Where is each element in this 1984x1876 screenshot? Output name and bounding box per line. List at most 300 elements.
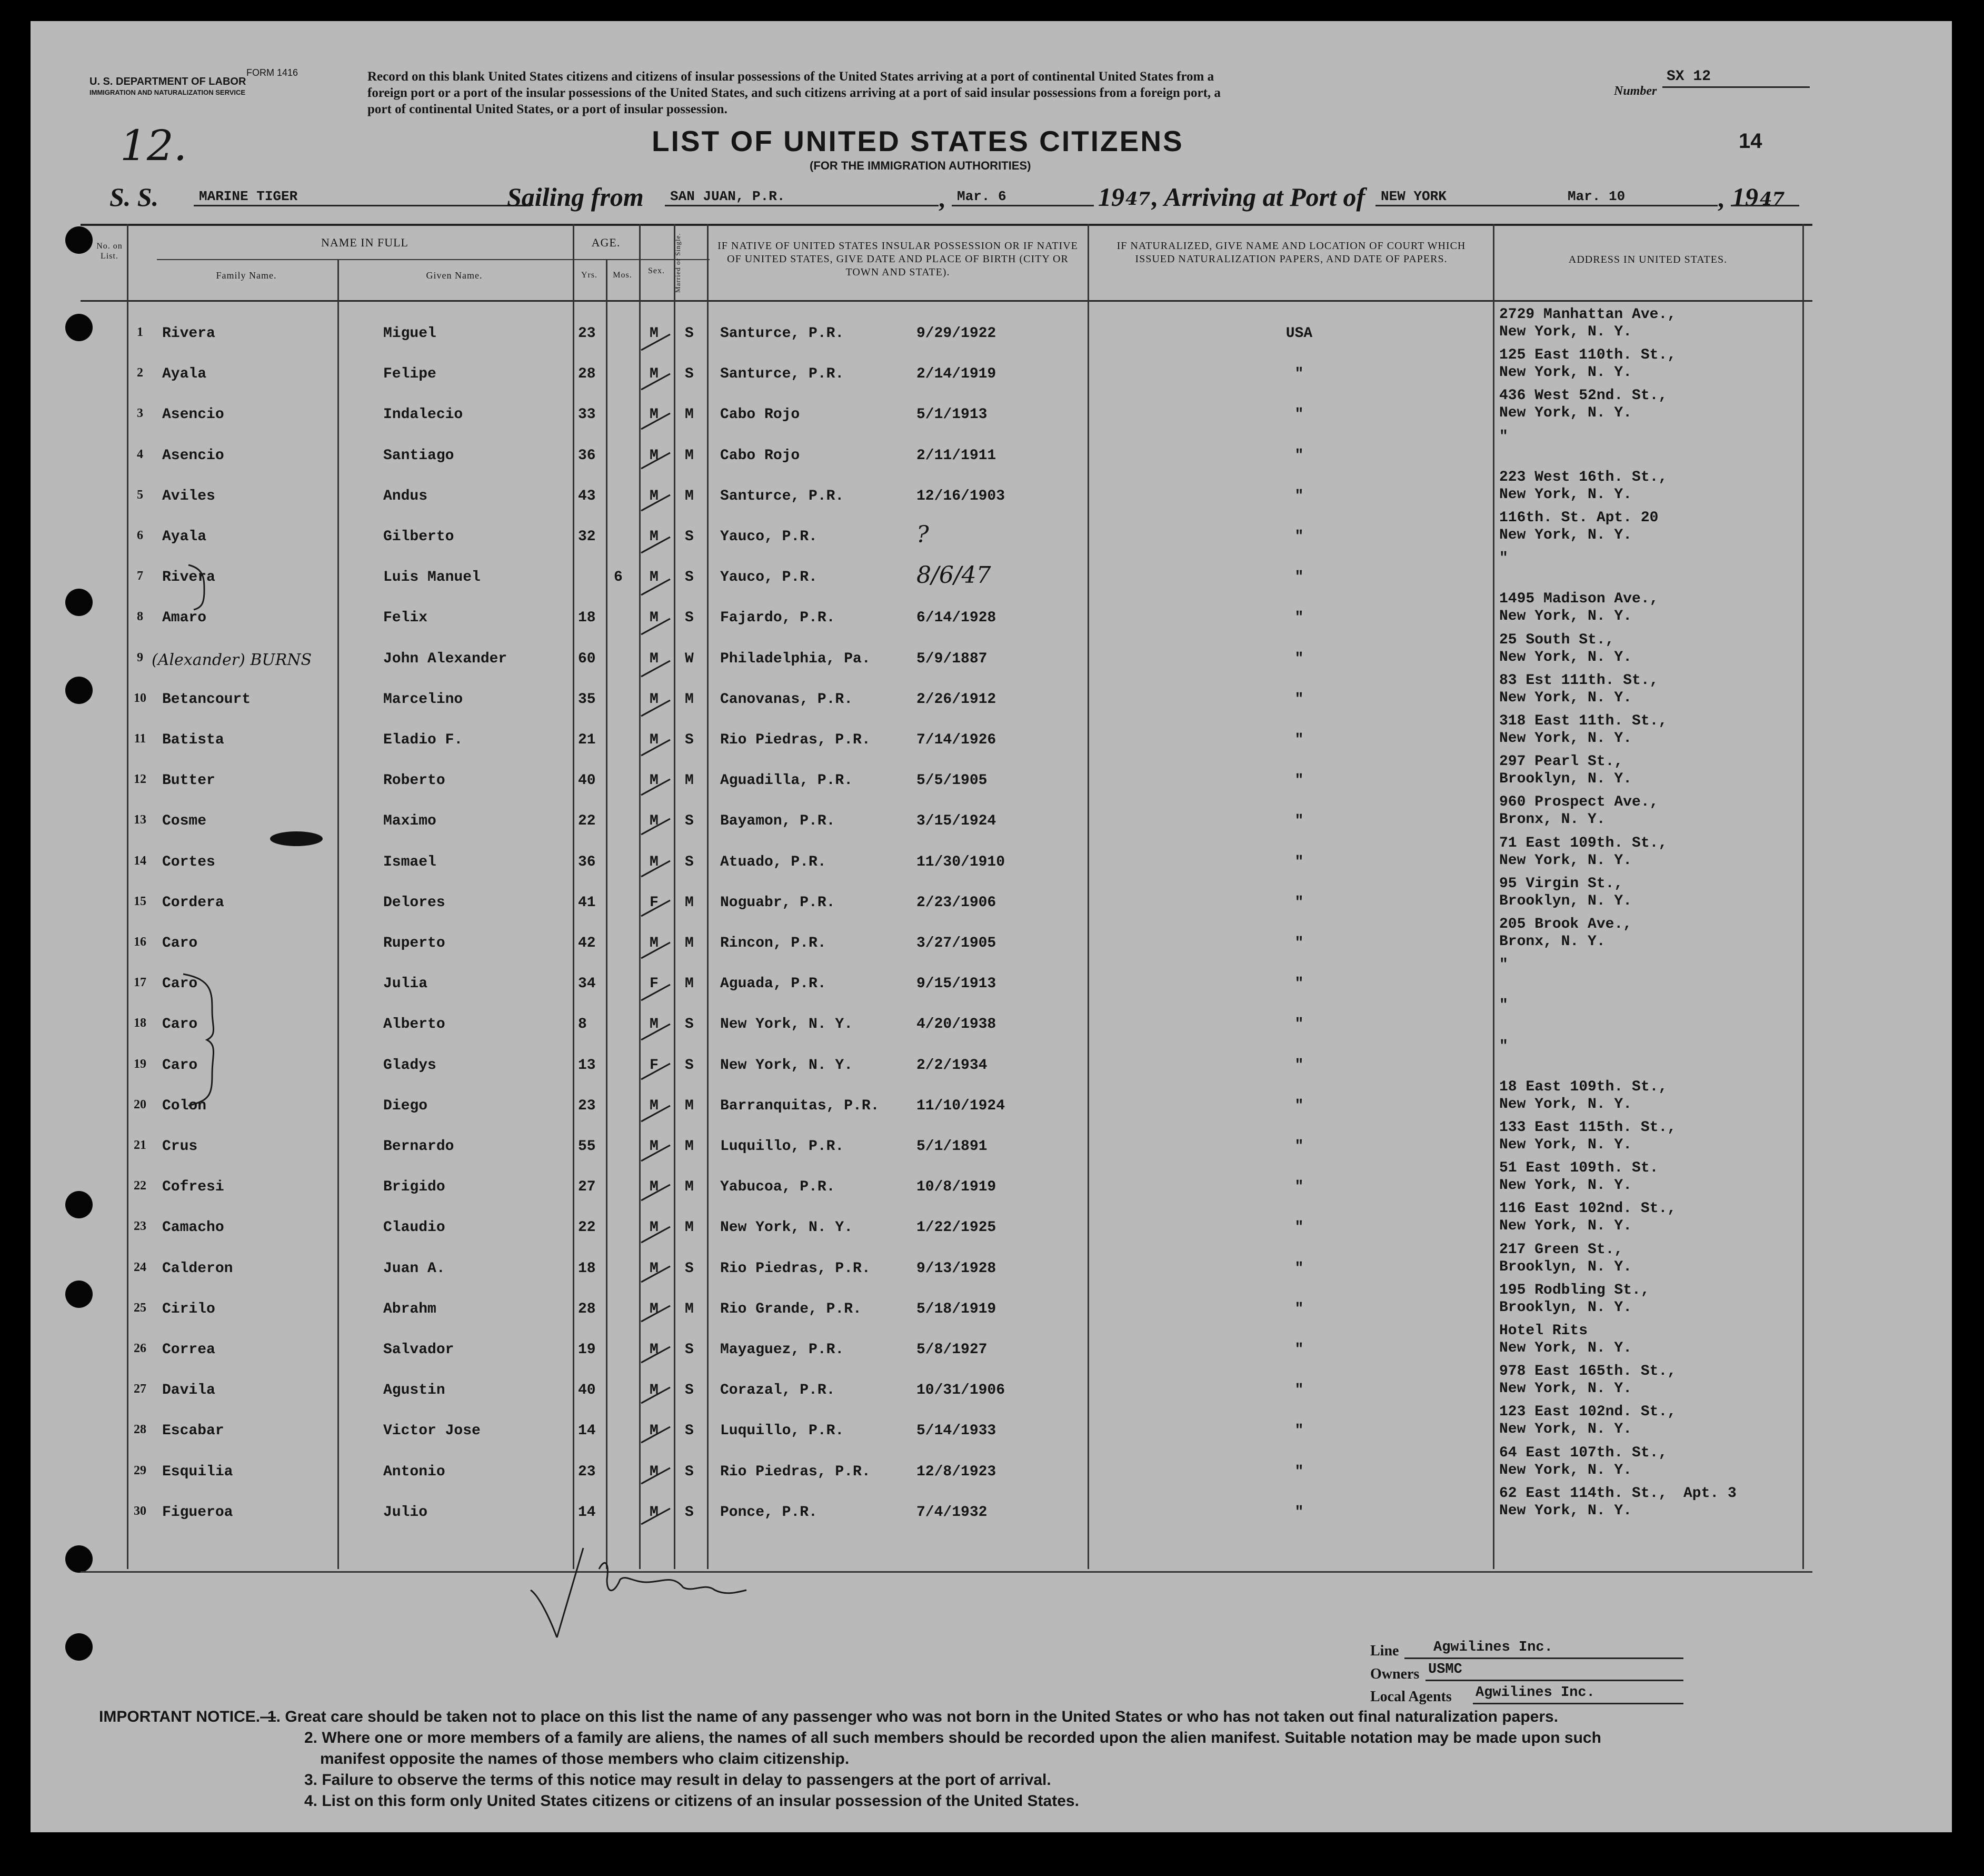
sex: M [650,691,659,708]
col-given: Given Name. [426,270,483,281]
marital-status: S [685,1260,694,1277]
naturalization: USA [1285,325,1313,342]
naturalization: " [1294,1260,1304,1277]
naturalization: " [1294,1097,1304,1114]
naturalization: " [1294,529,1304,545]
age-years: 34 [578,976,596,992]
marital-status: M [685,488,694,504]
birth-date: 2/11/1911 [916,447,996,464]
naturalization: " [1294,366,1304,383]
marital-status: M [685,447,694,464]
marital-status: S [685,529,694,545]
given-name: Brigido [383,1179,445,1196]
departure-port: SAN JUAN, P.R. [670,188,785,204]
page-subtitle: (FOR THE IMMIGRATION AUTHORITIES) [810,159,1031,172]
row-number: 25 [134,1301,146,1315]
age-years: 28 [578,1301,596,1317]
naturalization: " [1294,772,1304,789]
birth-date: 12/16/1903 [916,488,1005,504]
birth-date: 3/27/1905 [916,935,996,951]
handwritten-marks [31,21,1952,1832]
given-name: Andus [383,488,428,504]
age-years: 21 [578,732,596,748]
address-line: 116th. St. Apt. 20 [1499,510,1659,526]
given-name: Luis Manuel [383,569,481,586]
ss-label: S. S. [109,182,159,212]
sex: M [650,610,659,627]
row-number: 12 [134,772,146,787]
family-name: Caro [162,1016,198,1033]
family-name: Crus [162,1138,198,1155]
sex: M [650,772,659,789]
sex: M [650,366,659,383]
given-name: Diego [383,1097,428,1114]
age-years: 55 [578,1138,596,1155]
naturalization: " [1294,813,1304,830]
naturalization: " [1294,1016,1304,1033]
birth-place: Yabucoa, P.R. [720,1179,835,1196]
address-line: New York, N. Y. [1499,486,1632,503]
address-line: New York, N. Y. [1499,527,1632,543]
row-number: 24 [134,1260,146,1274]
arrival-year-prefix: 19 [1732,182,1758,212]
address-line: 960 Prospect Ave., [1499,794,1659,811]
address-line: New York, N. Y. [1499,1502,1632,1519]
sex: M [650,488,659,504]
address-line: New York, N. Y. [1499,1177,1632,1194]
age-years: 32 [578,529,596,545]
address-line: 223 West 16th. St., [1499,469,1668,485]
given-name: Felix [383,610,428,627]
address-line: Brooklyn, N. Y. [1499,771,1632,788]
age-years: 22 [578,1219,596,1236]
age-years: 40 [578,772,596,789]
notice-item: manifest opposite the names of those members who claim citizenship. [320,1750,850,1768]
col-yrs: Yrs. [581,271,598,280]
birth-place: Aguada, P.R. [720,976,826,992]
naturalization: " [1294,732,1304,748]
naturalization: " [1294,935,1304,951]
sex: F [650,976,659,992]
birth-date: 2/14/1919 [916,366,996,383]
marital-status: M [685,1179,694,1196]
family-name: Cirilo [162,1301,215,1317]
birth-place: Rincon, P.R. [720,935,826,951]
sailing-date: Mar. 6 [957,188,1006,204]
family-name: Batista [162,732,224,748]
address-line: New York, N. Y. [1499,689,1632,706]
family-name: Rivera [162,569,215,586]
marital-status: S [685,1057,694,1074]
naturalization: " [1294,1301,1304,1317]
family-name: Correa [162,1342,215,1358]
birth-date: 5/1/1913 [916,406,988,423]
sex: M [650,853,659,870]
sex: M [650,650,659,667]
birth-place: Cabo Rojo [720,406,800,423]
naturalization: " [1294,1219,1304,1236]
age-years: 23 [578,325,596,342]
sex: M [650,1301,659,1317]
given-name: John Alexander [383,650,507,667]
sex: M [650,1179,659,1196]
address-note: Apt. 3 [1683,1485,1737,1502]
address-line: Bronx, N. Y. [1499,811,1606,828]
family-name: Davila [162,1382,215,1399]
address-line: 318 East 11th. St., [1499,713,1668,729]
given-name: Victor Jose [383,1423,481,1440]
age-months: 6 [614,569,623,586]
service-line: IMMIGRATION AND NATURALIZATION SERVICE [89,88,246,96]
row-number: 10 [134,691,146,705]
given-name: Eladio F. [383,732,463,748]
address-line: New York, N. Y. [1499,1462,1632,1478]
birth-place: Ponce, P.R. [720,1504,817,1521]
address-line: 436 West 52nd. St., [1499,388,1668,404]
department-line: U. S. DEPARTMENT OF LABOR [89,76,246,87]
naturalization: " [1294,406,1304,423]
marital-status: M [685,935,694,951]
row-number: 29 [134,1463,146,1477]
address-line: Brooklyn, N. Y. [1499,1258,1632,1275]
page-title: LIST OF UNITED STATES CITIZENS [652,125,1184,157]
naturalization: " [1294,610,1304,627]
sex: M [650,1423,659,1440]
family-name: Camacho [162,1219,224,1236]
marital-status: M [685,772,694,789]
given-name: Gilberto [383,529,454,545]
birth-date: 7/14/1926 [916,732,996,748]
row-number: 23 [134,1219,146,1234]
marital-status: M [685,1301,694,1317]
birth-date: 8/6/47 [916,562,991,589]
naturalization: " [1294,488,1304,504]
address-line: New York, N. Y. [1499,1096,1632,1113]
address-line: New York, N. Y. [1499,364,1632,381]
given-name: Bernardo [383,1138,454,1155]
family-name: Esquilia [162,1463,233,1480]
age-years: 35 [578,691,596,708]
notice-item: 4. List on this form only United States citizens or citizens of an insular possession of the United States. [304,1792,1079,1810]
row-number: 6 [137,529,143,542]
address-line: New York, N. Y. [1499,608,1632,625]
col-birth: IF NATIVE OF UNITED STATES INSULAR POSSESSION OR IF NATIVE OF UNITED STATES, GIVE DATE AND PLACE OF BIRTH (CITY OR TOWN AND STATE). [717,240,1078,278]
birth-place: New York, N. Y. [720,1057,853,1074]
birth-place: Canovanas, P.R. [720,691,853,708]
age-years: 14 [578,1504,596,1521]
birth-place: Philadelphia, Pa. [720,650,871,667]
birth-date: 9/29/1922 [916,325,996,342]
arrival-date: Mar. 10 [1568,188,1626,204]
sex: M [650,732,659,748]
age-years: 23 [578,1463,596,1480]
address-line: New York, N. Y. [1499,730,1632,747]
birth-date: 7/4/1932 [916,1504,988,1521]
given-name: Gladys [383,1057,436,1074]
age-years: 42 [578,935,596,951]
arriving-label: , Arriving at Port of [1152,182,1365,212]
marital-status: M [685,1219,694,1236]
birth-place: Noguabr, P.R. [720,894,835,911]
sex: M [650,1016,659,1033]
address-line: Brooklyn, N. Y. [1499,892,1632,909]
given-name: Alberto [383,1016,445,1033]
birth-date: 9/13/1928 [916,1260,996,1277]
address-line: 217 Green St., [1499,1241,1623,1258]
address-line: 125 East 110th. St., [1499,347,1677,364]
owners-value: USMC [1428,1662,1462,1678]
address-line: New York, N. Y. [1499,1340,1632,1356]
address-line: 83 Est 111th. St., [1499,672,1659,689]
naturalization: " [1294,569,1304,586]
naturalization: " [1294,447,1304,464]
row-number: 4 [137,447,143,461]
age-years: 8 [578,1016,587,1033]
address-line: New York, N. Y. [1499,405,1632,422]
given-name: Miguel [383,325,436,342]
row-number: 22 [134,1179,146,1193]
manifest-page: U. S. DEPARTMENT OF LABOR IMMIGRATION AND NATURALIZATION SERVICE FORM 1416 Record on this blank United States citizens and citizens of insular possessions of the United States arriving at a port of continental United States from a foreign port or a port of the insular possessions of the United States, and such citizens arriving at a port of said insular possessions from a foreign port, a port of continental United States, or a port of insular possession. Number SX 12 12. LIST OF UNITED STATES CITIZENS (FOR THE IMMIGRATION AUTHORITIES) 14 S. S. MARINE TIGER Sailing from SAN JUAN, P.R. , Mar. 6 19 47 , Arriving at Port of NEW YORK Mar. 10 , 19 47 No. on List. NAME IN FULL Family Name. Given Name. AGE. Yrs. Mos. Sex. Married or Single. IF NATIVE OF UNITED STATES INSULAR POSSESSION OR IF NATIVE OF UNITED STATES, GIVE DATE AND PLACE OF BIRTH (CITY OR TOWN AND STATE). IF NATURALIZED, GIVE NAME AND LOCATION OF COURT WHICH ISSUED NATURALIZATION PAPERS, AND DATE OF PAPERS. ADDRESS IN UNITED STATES. 1 Rivera Miguel 23 M S Santurce, P.R. 9/29/1922 USA 2729 Manhattan Ave., New York, N. Y. 2 Ayala Felipe 28 M S Santurce, P.R. 2/14/1919 " 125 East 110th. St., New York, N. Y. 3 Asencio Indalecio 33 M M Cabo Rojo 5/1/1913 " 436 West 52nd. St., New York, N. Y. 4 Asencio Santiago 36 M M Cabo Rojo 2/11/1911 " " 5 Aviles Andus 43 M M Santurce, P.R. 12/16/1903 " 223 West 16th. St., New York, N. Y. 6 Ayala Gilberto 32 M S Yauco, P.R. ? " 116th. St. Apt. 20 New York, N. Y. 7 Rivera Luis Manuel 6 M S Yauco, P.R. 8/6/47 " " 8 Amaro Felix 18 M S Fajardo, P.R. 6/14/1928 " 1495 Madison Ave., New York, N. Y. 9 (Alexander) BURNS John Alexander 60 M W Philadelphia, Pa. 5/9/1887 " 25 South St., New York, N. Y. 10 Betancourt Marcelino 35 M M Canovanas, P.R. 2/26/1912 " 83 Est 111th. St., New York, N. Y. 11 Batista Eladio F. 21 M S Rio Piedras, P.R. 7/14/1926 " 318 East 11th. St., New York, N. Y. 12 Butter Roberto 40 M M Aguadilla, P.R. 5/5/1905 " 297 Pearl St., Brooklyn, N. Y. 13 Cosme Maximo 22 M S Bayamon, P.R. 3/15/1924 " 960 Prospect Ave., Bronx, N. Y. 14 Cortes Ismael 36 M S Atuado, P.R. 11/30/1910 " 71 East 109th. St., New York, N. Y. 15 Cordera Delores 41 F M Noguabr, P.R. 2/23/1906 " 95 Virgin St., Brooklyn, N. Y. 16 Caro Ruperto 42 M M Rincon, P.R. 3/27/1905 " 205 Brook Ave., Bronx, N. Y. 17 Caro Julia 34 F M Aguada, P.R. 9/15/1913 " " 18 Caro Alberto 8 M S New York, N. Y. 4/20/1938 " " 19 Caro Gladys 13 F S New York, N. Y. 2/2/1934 " " 20 Colon Diego 23 M M Barranquitas, P.R. 11/10/1924 " 18 East 109th. St., New York, N. Y. 21 Crus Bernardo 55 M M Luquillo, P.R. 5/1/1891 " 133 East 115th. St., New York, N. Y. 22 Cofresi Brigido 27 M M Yabucoa, P.R. 10/8/1919 " 51 East 109th. St. New York, N. Y. 23 Camacho Claudio 22 M M New York, N. Y. 1/22/1925 " 116 East 102nd. St., New York, N. Y. 24 Calderon Juan A. 18 M S Rio Piedras, P.R. 9/13/1928 " 217 Green St., Brooklyn, N. Y. 25 Cirilo Abrahm 28 M M Rio Grande, P.R. 5/18/1919 " 195 Rodbling St., Brooklyn, N. Y. 26 Correa Salvador 19 M S Mayaguez, P.R. 5/8/1927 " Hotel Rits New York, N. Y. 27 Davila Agustin 40 M S Corazal, P.R. 10/31/1906 " 978 East 165th. St., New York, N. Y. 28 Escabar Victor Jose 14 M S Luquillo, P.R. 5/14/1933 " 123 East 102nd. St., New York, N. Y. 29 Esquilia Antonio 23 M S Rio Piedras, P.R. 12/8/1923 " 64 East 107th. St., New York, N. Y. 30 Figueroa Julio 14 M S Ponce, P.R. 7/4/1932 " 62 East 114th. St., New York, N. Y. Apt. 3 Line Agwilines Inc. Owners USMC Local Agents Agwilines Inc. IMPORTANT NOTICE.— 1. Great care should be taken not to place on this list the name of any passenger who was not born in the United States or who has not taken out final naturalization papers. 2. Where one or more members of a family are aliens, the names of all such members should be recorded upon the alien manifest. Suitable notation may be made upon such manifest opposite the names of those members who claim citizenship. 3. Failure to observe the terms of this notice may result in delay to passengers at the port of arrival. 4. List on this form only United States citizens or citizens of an insular possession of the United States. [31,21,1952,1832]
birth-date: 10/31/1906 [916,1382,1005,1399]
naturalization: " [1294,1382,1304,1399]
birth-date: 5/8/1927 [916,1342,988,1358]
family-name: Caro [162,1057,198,1074]
row-number: 30 [134,1504,146,1518]
sex: M [650,1219,659,1236]
sailing-year: 47 [1125,188,1151,210]
birth-date: 2/26/1912 [916,691,996,708]
given-name: Delores [383,894,445,911]
row-number: 27 [134,1382,146,1396]
family-name: Rivera [162,325,215,342]
birth-date: 10/8/1919 [916,1179,996,1196]
address-line: 25 South St., [1499,631,1614,648]
sailing-label: Sailing from [507,182,644,212]
form-number: FORM 1416 [246,67,298,78]
row-number: 13 [134,813,146,827]
sex: M [650,1138,659,1155]
given-name: Claudio [383,1219,445,1236]
naturalization: " [1294,1057,1304,1074]
family-name: Escabar [162,1423,224,1440]
row-number: 18 [134,1016,146,1030]
birth-date: 3/15/1924 [916,813,996,830]
sex: M [650,1463,659,1480]
instruction-line: port of continental United States, or a port of insular possession. [367,102,727,116]
ship-name: MARINE TIGER [199,188,298,204]
row-number: 20 [134,1097,146,1111]
birth-date: 9/15/1913 [916,976,996,992]
birth-place: Yauco, P.R. [720,529,817,545]
age-years: 28 [578,366,596,383]
marital-status: M [685,691,694,708]
marital-status: S [685,1463,694,1480]
sex: M [650,529,659,545]
marital-status: M [685,1097,694,1114]
given-name: Juan A. [383,1260,445,1277]
address-line: New York, N. Y. [1499,1137,1632,1153]
family-name: Aviles [162,488,215,504]
given-name: Ruperto [383,935,445,951]
sex: F [650,1057,659,1074]
age-years: 33 [578,406,596,423]
row-number: 21 [134,1138,146,1152]
row-number: 2 [137,366,143,380]
address-line: 64 East 107th. St., [1499,1444,1668,1461]
marital-status: M [685,406,694,423]
sex: M [650,1504,659,1521]
age-years: 23 [578,1097,596,1114]
marital-status: S [685,569,694,586]
birth-date: 11/10/1924 [916,1097,1005,1114]
address-line: 133 East 115th. St., [1499,1119,1677,1136]
given-name: Santiago [383,447,454,464]
address-line: New York, N. Y. [1499,324,1632,340]
age-years: 60 [578,650,596,667]
birth-place: Mayaguez, P.R. [720,1342,844,1358]
sex: M [650,935,659,951]
family-name: Ayala [162,529,207,545]
family-name: Calderon [162,1260,233,1277]
family-name: Cordera [162,894,224,911]
agents-value: Agwilines Inc. [1475,1685,1595,1701]
number-value: SX 12 [1667,68,1711,85]
row-number: 5 [137,488,143,502]
marital-status: S [685,813,694,830]
naturalization: " [1294,691,1304,708]
sex: M [650,447,659,464]
birth-place: Luquillo, P.R. [720,1423,844,1440]
address-line: Brooklyn, N. Y. [1499,1299,1632,1316]
line-value: Agwilines Inc. [1433,1640,1553,1655]
naturalization: " [1294,976,1304,992]
birth-place: New York, N. Y. [720,1219,853,1236]
sex: M [650,1260,659,1277]
age-years: 18 [578,610,596,627]
ink-blot [270,831,323,846]
marital-status: S [685,1423,694,1440]
row-number: 11 [134,732,146,746]
number-label: Number [1614,84,1657,98]
address-line: New York, N. Y. [1499,1218,1632,1235]
age-years: 19 [578,1342,596,1358]
marital-status: W [685,650,694,667]
row-number: 9 [137,650,143,664]
age-years: 14 [578,1423,596,1440]
row-number: 15 [134,894,146,908]
naturalization: " [1294,894,1304,911]
marital-status: S [685,1504,694,1521]
given-name: Agustin [383,1382,445,1399]
address-line: New York, N. Y. [1499,852,1632,869]
naturalization: " [1294,650,1304,667]
address-line: 195 Rodbling St., [1499,1282,1650,1298]
birth-place: New York, N. Y. [720,1016,853,1033]
naturalization: " [1294,1423,1304,1440]
family-name: Cofresi [162,1179,224,1196]
birth-place: Aguadilla, P.R. [720,772,853,789]
age-years: 18 [578,1260,596,1277]
marital-status: S [685,853,694,870]
birth-date: 5/14/1933 [916,1423,996,1440]
age-years: 40 [578,1382,596,1399]
birth-place: Fajardo, P.R. [720,610,835,627]
marital-status: S [685,610,694,627]
birth-place: Rio Piedras, P.R. [720,732,871,748]
naturalization: " [1294,1179,1304,1196]
birth-place: Yauco, P.R. [720,569,817,586]
address-line: 95 Virgin St., [1499,875,1623,892]
row-number: 17 [134,976,146,990]
address-line: New York, N. Y. [1499,1381,1632,1397]
address-line: 123 East 102nd. St., [1499,1404,1677,1421]
given-name: Julio [383,1504,428,1521]
row-number: 1 [137,325,143,339]
address-line: 297 Pearl St., [1499,753,1623,770]
family-name: Cosme [162,813,207,830]
page-number: 14 [1739,130,1762,153]
marital-status: M [685,1138,694,1155]
address-line: " [1499,550,1508,567]
sex: M [650,813,659,830]
address-line: New York, N. Y. [1499,649,1632,666]
marital-status: S [685,732,694,748]
birth-date: 2/2/1934 [916,1057,988,1074]
family-name: Caro [162,935,198,951]
instruction-line: foreign port or a port of the insular possessions of the United States, and such citizens arriving at a port of said insular possessions from a foreign port, a [367,86,1221,100]
birth-place: Bayamon, P.R. [720,813,835,830]
col-mos: Mos. [613,271,632,280]
birth-date: 4/20/1938 [916,1016,996,1033]
birth-place: Atuado, P.R. [720,853,826,870]
birth-place: Luquillo, P.R. [720,1138,844,1155]
birth-place: Corazal, P.R. [720,1382,835,1399]
birth-place: Rio Grande, P.R. [720,1301,862,1317]
age-years: 43 [578,488,596,504]
family-name: Figueroa [162,1504,233,1521]
birth-date: 11/30/1910 [916,853,1005,870]
birth-date: 12/8/1923 [916,1463,996,1480]
age-years: 41 [578,894,596,911]
agents-label: Local Agents [1370,1689,1452,1705]
family-name: Cortes [162,853,215,870]
address-line: Bronx, N. Y. [1499,934,1606,950]
row-number: 26 [134,1342,146,1355]
given-name: Antonio [383,1463,445,1480]
given-name: Julia [383,976,428,992]
notice-item: 1. Great care should be taken not to place on this list the name of any passenger who was not born in the United States or who has not taken out final naturalization papers. [267,1708,1559,1725]
address-line: 62 East 114th. St., [1499,1485,1668,1502]
marital-status: S [685,1382,694,1399]
birth-date: 5/5/1905 [916,772,988,789]
given-name: Marcelino [383,691,463,708]
family-name: Colon [162,1097,207,1114]
address-line: 116 East 102nd. St., [1499,1200,1677,1217]
sex: M [650,1342,659,1358]
family-name: (Alexander) BURNS [152,650,312,669]
sex: M [650,1382,659,1399]
birth-place: Rio Piedras, P.R. [720,1463,871,1480]
marital-status: S [685,1016,694,1033]
col-address: ADDRESS IN UNITED STATES. [1568,254,1728,265]
col-naturalized: IF NATURALIZED, GIVE NAME AND LOCATION OF COURT WHICH ISSUED NATURALIZATION PAPERS, AND DATE OF PAPERS. [1116,240,1466,265]
given-name: Felipe [383,366,436,383]
owners-label: Owners [1370,1666,1420,1682]
family-name: Ayala [162,366,207,383]
sex: M [650,325,659,342]
family-name: Caro [162,976,198,992]
birth-place: Santurce, P.R. [720,488,844,504]
